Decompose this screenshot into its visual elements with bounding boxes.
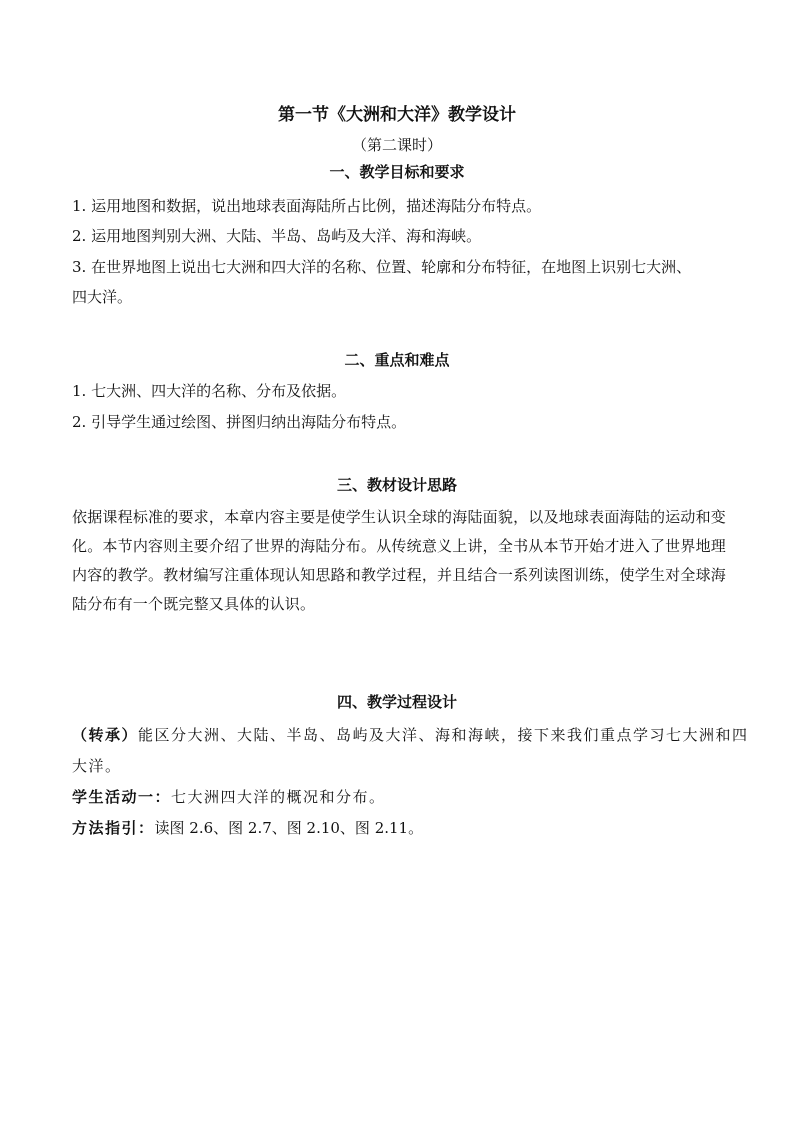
activity-line	[72, 787, 386, 807]
transition-line	[72, 725, 749, 745]
objective-item-1: 1. 运用地图和数据，说出地球表面海陆所占比例，描述海陆分布特点。	[72, 197, 542, 215]
document-title: 第一节《大洲和大洋》教学设计	[278, 105, 516, 125]
transition-label: （转承）	[72, 726, 139, 744]
section-heading-objectives: 一、教学目标和要求	[329, 163, 465, 181]
activity-text: 七大洲四大洋的概况和分布。	[171, 788, 386, 806]
method-label: 方法指引：	[72, 819, 155, 837]
key-point-item-1: 1. 七大洲、四大洋的名称、分布及依据。	[72, 382, 347, 400]
design-idea-paragraph: 依据课程标准的要求，本章内容主要是使学生认识全球的海陆面貌，以及地球表面海陆的运动和变化。本节内容则主要介绍了世界的海陆分布。从传统意义上讲，全书从本节开始才进入了世界地理内容的教学。教材编写注重体现认知思路和教学过程，并且结合一系列读图训练，使学生对全球海陆分布有一个既完整又具体的认识。	[72, 508, 726, 613]
method-text: 读图 2.6、图 2.7、图 2.10、图 2.11。	[154, 819, 424, 837]
activity-label: 学生活动一：	[72, 788, 172, 806]
method-line	[72, 818, 423, 838]
section-heading-key-points: 二、重点和难点	[344, 351, 450, 369]
objective-item-2: 2. 运用地图判别大洲、大陆、半岛、岛屿及大洋、海和海峡。	[72, 227, 482, 245]
transition-text: 能区分大洲、大陆、半岛、岛屿及大洋、海和海峡，接下来我们重点学习七大洲和四	[138, 726, 749, 744]
section-heading-design-idea: 三、教材设计思路	[336, 476, 457, 494]
section-heading-process: 四、教学过程设计	[336, 693, 457, 711]
key-point-item-2: 2. 引导学生通过绘图、拼图归纳出海陆分布特点。	[72, 413, 407, 431]
objective-item-3: 3. 在世界地图上说出七大洲和四大洋的名称、位置、轮廓和分布特征，在地图上识别七大洲、	[72, 258, 692, 276]
transition-cont: 大洋。	[72, 757, 122, 775]
objective-item-3-cont: 四大洋。	[72, 288, 133, 306]
document-subtitle: （第二课时）	[351, 136, 442, 154]
